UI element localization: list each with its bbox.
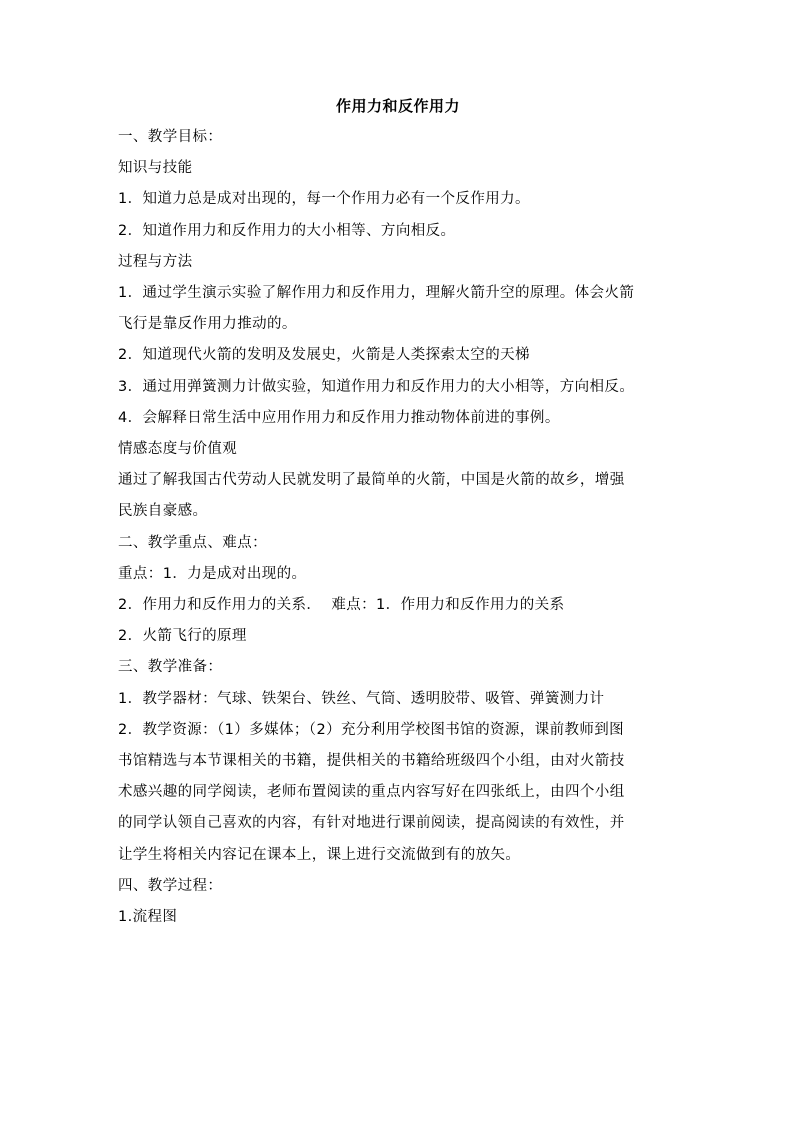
list-item: 1．教学器材：气球、铁架台、铁丝、气筒、透明胶带、吸管、弹簧测力计 — [118, 690, 605, 707]
list-item: 2．火箭飞行的原理 — [118, 628, 247, 645]
text-line: 书馆精选与本节课相关的书籍，提供相关的书籍给班级四个小组，由对火箭技 — [118, 753, 625, 770]
list-item-multiline — [118, 715, 678, 871]
subheading-knowledge-skills: 知识与技能 — [118, 160, 193, 177]
list-item: 重点：1．力是成对出现的。 — [118, 565, 307, 582]
list-item-multiline — [118, 278, 678, 340]
text-line: 的同学认领自己喜欢的内容，有针对地进行课前阅读，提高阅读的有效性，并 — [118, 815, 625, 832]
document-title: 作用力和反作用力 — [335, 97, 460, 115]
subheading-attitude-values: 情感态度与价值观 — [118, 441, 238, 458]
document-page — [118, 96, 678, 933]
text-line: 飞行是靠反作用力推动的。 — [118, 316, 297, 333]
section-heading-objectives: 一、教学目标： — [118, 129, 223, 145]
text-line: 让学生将相关内容记在课本上，课上进行交流做到有的放矢。 — [118, 846, 521, 863]
text-line: 1．通过学生演示实验了解作用力和反作用力，理解火箭升空的原理。体会火箭 — [118, 285, 635, 302]
list-item: 1.流程图 — [118, 909, 178, 926]
list-item: 4．会解释日常生活中应用作用力和反作用力推动物体前进的事例。 — [118, 409, 560, 426]
list-item: 1．知道力总是成对出现的，每一个作用力必有一个反作用力。 — [118, 191, 530, 208]
list-item: 2．知道现代火箭的发明及发展史，火箭是人类探索太空的天梯 — [118, 347, 530, 364]
list-item: 2．知道作用力和反作用力的大小相等、方向相反。 — [118, 222, 456, 239]
text-line: 民族自豪感。 — [118, 503, 208, 520]
list-item: 2．作用力和反作用力的关系． 难点：1．作用力和反作用力的关系 — [118, 597, 565, 614]
text-line: 2．教学资源：（1）多媒体；（2）充分利用学校图书馆的资源，课前教师到图 — [118, 721, 625, 738]
text-line: 术感兴趣的同学阅读，老师布置阅读的重点内容写好在四张纸上，由四个小组 — [118, 784, 625, 801]
text-line: 通过了解我国古代劳动人民就发明了最简单的火箭，中国是火箭的故乡，增强 — [118, 472, 625, 489]
section-heading-key-points: 二、教学重点、难点： — [118, 534, 267, 551]
paragraph — [118, 465, 678, 527]
subheading-process-methods: 过程与方法 — [118, 253, 193, 270]
list-item: 3．通过用弹簧测力计做实验，知道作用力和反作用力的大小相等，方向相反。 — [118, 378, 635, 395]
section-heading-preparation: 三、教学准备： — [118, 659, 223, 676]
section-heading-process: 四、教学过程： — [118, 877, 223, 894]
